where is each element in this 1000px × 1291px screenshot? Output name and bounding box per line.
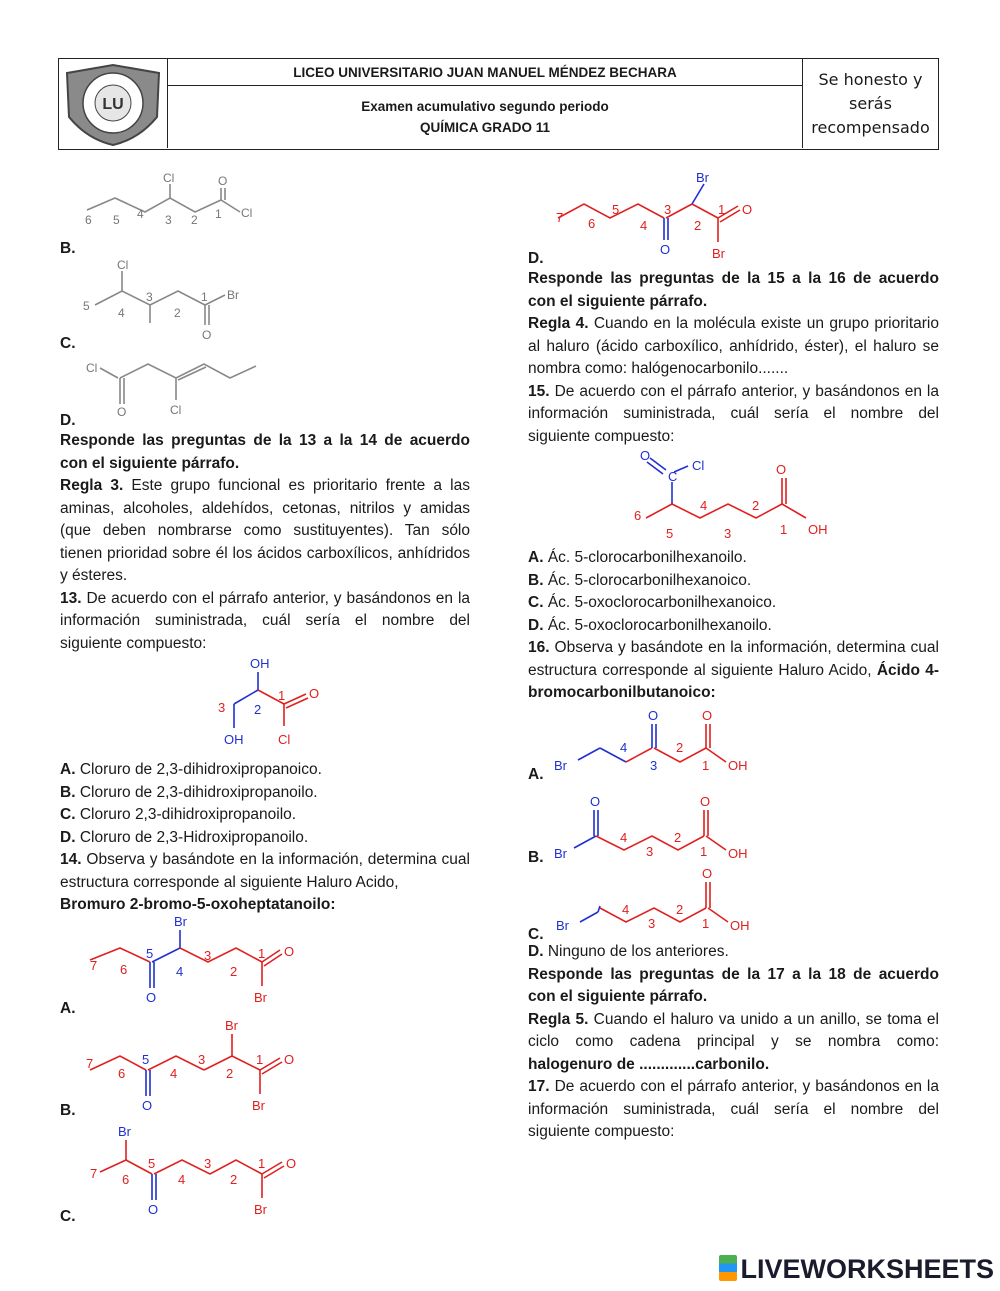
structure-q14-a — [82, 914, 302, 1012]
atom-label: O — [776, 462, 787, 477]
svg-text:7: 7 — [86, 1056, 94, 1071]
option-label[interactable]: D. — [528, 250, 544, 267]
svg-text:3: 3 — [165, 213, 172, 227]
atom-label: Br — [556, 918, 569, 933]
svg-text:4: 4 — [118, 306, 125, 320]
q15-options — [528, 547, 939, 705]
svg-text:3: 3 — [198, 1052, 206, 1067]
exam-title-block — [168, 86, 802, 148]
svg-text:2: 2 — [174, 306, 181, 320]
svg-text:3: 3 — [646, 844, 654, 859]
structure-prev-c — [75, 255, 275, 345]
atom-label: O — [284, 944, 295, 959]
svg-text:4: 4 — [700, 498, 708, 513]
svg-text:5: 5 — [113, 213, 120, 227]
svg-text:5: 5 — [146, 946, 154, 961]
rule3-intro: Responde las preguntas de la 13 a la 14 de acuerdo con el siguiente párrafo. — [60, 432, 470, 472]
svg-text:6: 6 — [588, 216, 596, 231]
q15-prompt: 15. De acuerdo con el párrafo anterior, y basándonos en la información suministrada, cuál sería el nombre del siguiente compuesto: — [528, 382, 939, 445]
svg-text:6: 6 — [85, 213, 92, 227]
atom-label: Cl — [170, 403, 182, 417]
svg-text:3: 3 — [724, 526, 732, 541]
option-label[interactable]: B. — [528, 849, 544, 866]
atom-label: OH — [730, 918, 750, 933]
option-label[interactable]: A. — [60, 1000, 76, 1017]
atom-label: Br — [554, 846, 567, 861]
atom-label: Br — [712, 246, 725, 261]
svg-text:1: 1 — [278, 688, 286, 703]
svg-text:7: 7 — [90, 1166, 98, 1181]
exam-title: Examen acumulativo segundo periodo — [361, 99, 609, 114]
atom-label: Br — [227, 288, 239, 302]
atom-label: O — [148, 1202, 159, 1217]
rule5-paragraph: Regla 5. Cuando el haluro va unido a un anillo, se toma el ciclo como cadena principal y se nombra como: halogenuro de .............carbonilo. — [528, 1010, 939, 1073]
svg-text:2: 2 — [752, 498, 760, 513]
header-title-cell — [168, 59, 802, 148]
motto-line: Se honesto y — [818, 69, 923, 89]
option-label[interactable]: C. — [60, 1208, 76, 1225]
svg-text:1: 1 — [702, 916, 710, 931]
subject-title: QUÍMICA GRADO 11 — [419, 120, 551, 135]
svg-text:3: 3 — [218, 700, 226, 715]
q13-options — [60, 759, 470, 917]
svg-text:4: 4 — [178, 1172, 186, 1187]
atom-label: OH — [808, 522, 828, 537]
school-seal — [59, 59, 167, 148]
svg-text:4: 4 — [170, 1066, 178, 1081]
atom-label: O — [146, 990, 157, 1005]
svg-text:1: 1 — [256, 1052, 264, 1067]
school-name: LICEO UNIVERSITARIO JUAN MANUEL MÉNDEZ BECHARA — [168, 59, 802, 86]
q13-prompt: 13. De acuerdo con el párrafo anterior, y basándonos en la información suministrada, cuál sería el nombre del siguiente compuesto: — [60, 589, 471, 652]
atom-label: O — [640, 448, 651, 463]
atom-label: O — [702, 866, 713, 881]
atom-label: Cl — [86, 361, 98, 375]
svg-text:5: 5 — [612, 202, 620, 217]
q15-option-d[interactable]: D. Ác. 5-oxoclorocarbonilhexanoilo. — [528, 616, 772, 634]
svg-text:1: 1 — [258, 1156, 266, 1171]
atom-label: Br — [174, 914, 187, 929]
option-label[interactable]: B. — [60, 1102, 76, 1119]
brand-text: LIVEWORKSHEETS — [740, 1254, 994, 1284]
svg-text:5: 5 — [666, 526, 674, 541]
atom-label: O — [309, 686, 320, 701]
svg-text:4: 4 — [622, 902, 630, 917]
svg-text:7: 7 — [90, 958, 98, 973]
atom-label: O — [702, 708, 713, 723]
rule5-section — [528, 941, 939, 1144]
rule4-section — [528, 268, 939, 448]
atom-label: Cl — [692, 458, 705, 473]
atom-label: O — [117, 405, 127, 419]
svg-text:6: 6 — [634, 508, 642, 523]
atom-label: O — [660, 242, 671, 257]
structure-q14-d — [550, 168, 780, 264]
svg-text:3: 3 — [204, 948, 212, 963]
structure-q16-c — [550, 866, 770, 938]
motto-line: recompensado — [811, 117, 930, 137]
atom-label: O — [648, 708, 659, 723]
svg-text:3: 3 — [648, 916, 656, 931]
svg-text:1: 1 — [201, 290, 208, 304]
structure-q14-c — [82, 1120, 302, 1220]
svg-text:3: 3 — [204, 1156, 212, 1171]
option-label[interactable]: C. — [528, 926, 544, 943]
svg-text:4: 4 — [176, 964, 184, 979]
header-table — [58, 58, 939, 150]
svg-text:2: 2 — [674, 830, 682, 845]
atom-label: Cl — [117, 258, 129, 272]
atom-label: Cl — [163, 172, 175, 185]
atom-label: C — [668, 469, 678, 484]
atom-label: O — [142, 1098, 153, 1113]
motto-cell — [802, 59, 938, 148]
q16-prompt: 16. Observa y basándote en la información, determina cual estructura corresponde al siguiente Haluro Acido, Ácido 4-bromocarbonilbutanoico: — [528, 639, 939, 701]
atom-label: Br — [118, 1124, 131, 1139]
svg-text:4: 4 — [137, 207, 144, 221]
svg-text:5: 5 — [83, 299, 90, 313]
school-seal-cell — [59, 59, 168, 148]
structure-q14-b — [82, 1016, 302, 1114]
option-label[interactable]: A. — [528, 766, 544, 783]
option-label: B. — [60, 240, 76, 257]
svg-text:5: 5 — [142, 1052, 150, 1067]
option-label: D. — [60, 412, 76, 429]
structure-prev-b — [75, 172, 275, 250]
atom-label: O — [590, 794, 601, 809]
atom-label: Cl — [278, 732, 291, 747]
liveworksheets-logo — [719, 1254, 994, 1285]
atom-label: O — [218, 174, 228, 188]
q14-prompt: 14. Observa y basándote en la información, determina cual estructura corresponde al siguiente Haluro Acido, — [60, 851, 470, 891]
rule4-intro: Responde las preguntas de la 15 a la 16 de acuerdo con el siguiente párrafo. — [528, 270, 939, 310]
q16-option-d[interactable]: D. Ninguno de los anteriores. — [528, 943, 729, 960]
svg-text:4: 4 — [620, 740, 628, 755]
q13-option-c[interactable]: C. Cloruro 2,3-dihidroxipropanoilo. — [60, 806, 297, 823]
atom-label: Br — [254, 990, 267, 1005]
svg-text:1: 1 — [700, 844, 708, 859]
svg-text:2: 2 — [254, 702, 262, 717]
svg-text:6: 6 — [122, 1172, 130, 1187]
q13-option-a[interactable]: A. Cloruro de 2,3-dihidroxipropanoico. — [60, 761, 322, 778]
atom-label: Br — [254, 1202, 267, 1217]
svg-text:2: 2 — [226, 1066, 234, 1081]
svg-text:2: 2 — [191, 213, 198, 227]
atom-label: O — [700, 794, 711, 809]
motto-line: serás — [849, 93, 892, 113]
q15-option-c[interactable]: C. Ác. 5-oxoclorocarbonilhexanoico. — [528, 594, 777, 611]
q15-option-a[interactable]: A. Ác. 5-clorocarbonilhexanoilo. — [528, 549, 747, 566]
rule5-intro: Responde las preguntas de la 17 a la 18 de acuerdo con el siguiente párrafo. — [528, 965, 939, 1005]
atom-label: OH — [224, 732, 244, 747]
svg-text:1: 1 — [258, 946, 266, 961]
rule3-section — [60, 430, 470, 655]
svg-text:1: 1 — [780, 522, 788, 537]
q13-option-b[interactable]: B. Cloruro de 2,3-dihidroxipropanoilo. — [60, 783, 318, 801]
svg-text:3: 3 — [650, 758, 658, 773]
option-label: C. — [60, 335, 76, 352]
atom-label: Cl — [241, 206, 253, 220]
atom-label: Br — [225, 1018, 238, 1033]
svg-text:2: 2 — [694, 218, 702, 233]
structure-prev-d — [80, 352, 280, 424]
structure-q13 — [210, 652, 320, 752]
brand-icon — [719, 1255, 737, 1281]
svg-text:6: 6 — [118, 1066, 126, 1081]
structure-q16-b — [550, 792, 770, 864]
atom-label: Br — [554, 758, 567, 773]
atom-label: O — [286, 1156, 297, 1171]
svg-text:2: 2 — [230, 1172, 238, 1187]
svg-text:3: 3 — [146, 290, 153, 304]
atom-label: O — [202, 328, 212, 342]
structure-q15 — [630, 448, 840, 543]
q13-option-d[interactable]: D. Cloruro de 2,3-Hidroxipropanoilo. — [60, 828, 309, 846]
atom-label: O — [742, 202, 753, 217]
seal-initials: LU — [102, 96, 124, 113]
svg-text:3: 3 — [664, 202, 672, 217]
svg-text:4: 4 — [640, 218, 648, 233]
svg-text:6: 6 — [120, 962, 128, 977]
q15-option-b[interactable]: B. Ác. 5-clorocarbonilhexanoico. — [528, 571, 752, 589]
svg-text:1: 1 — [718, 202, 726, 217]
atom-label: OH — [728, 758, 748, 773]
q17-prompt: 17. De acuerdo con el párrafo anterior, y basándonos en la información suministrada, cuál sería el nombre del siguiente compuesto: — [528, 1078, 939, 1140]
atom-label: Br — [696, 170, 709, 185]
rule3-paragraph: Regla 3. Este grupo funcional es prioritario frente a las aminas, alcoholes, aldehídos, cetonas, nitrilos y amidas (que deben nombrarse como sustituyentes). Tan sólo tienen prioridad sobre él los ácidos carboxílicos, anhídridos y ésteres. — [60, 477, 470, 584]
svg-text:7: 7 — [556, 210, 564, 225]
atom-label: O — [284, 1052, 295, 1067]
q14-name: Bromuro 2-bromo-5-oxoheptatanoilo: — [60, 896, 336, 913]
svg-text:5: 5 — [148, 1156, 156, 1171]
rule4-paragraph: Regla 4. Cuando en la molécula existe un grupo prioritario al haluro (ácido carboxílico, anhídrido, éster), el haluro se nombra como: halógenocarbonilo....... — [528, 315, 939, 377]
svg-text:1: 1 — [702, 758, 710, 773]
svg-text:1: 1 — [215, 207, 222, 221]
svg-text:2: 2 — [230, 964, 238, 979]
atom-label: OH — [728, 846, 748, 861]
atom-label: OH — [250, 656, 270, 671]
svg-text:2: 2 — [676, 740, 684, 755]
atom-label: Br — [252, 1098, 265, 1113]
svg-text:2: 2 — [676, 902, 684, 917]
structure-q16-a — [550, 708, 770, 780]
svg-text:4: 4 — [620, 830, 628, 845]
